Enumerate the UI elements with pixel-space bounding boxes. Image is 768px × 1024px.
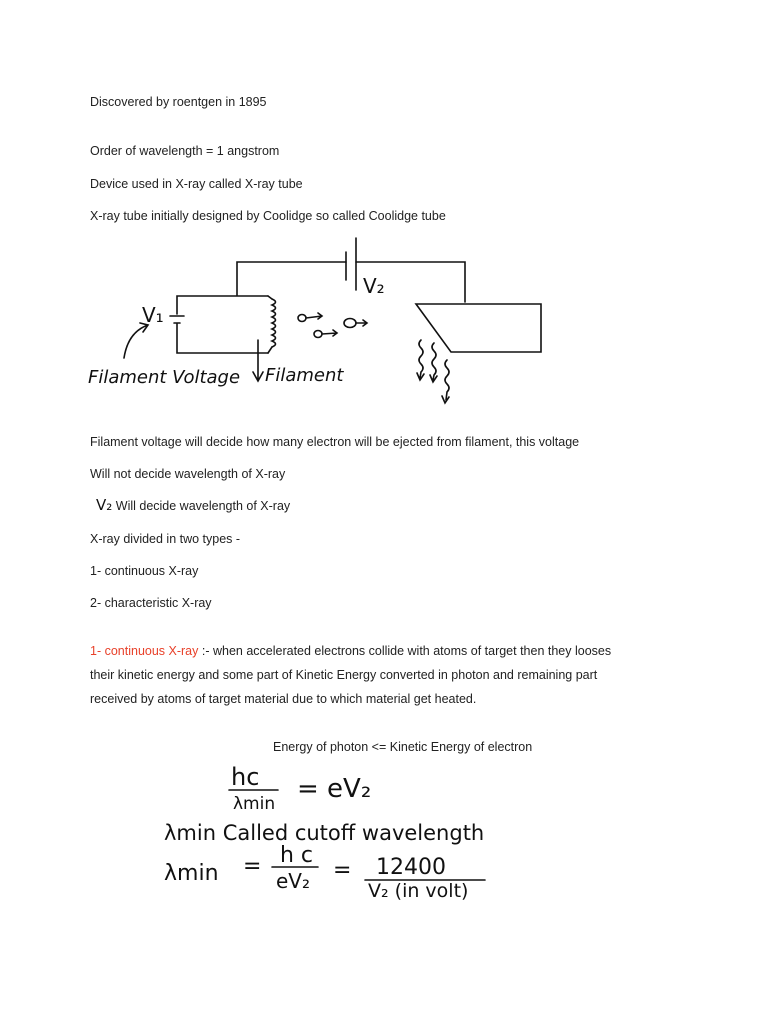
continuous-line-2: their kinetic energy and some part of Kinetic Energy converted in photon and remaining part <box>90 668 598 682</box>
equals-ev2: = eV₂ <box>297 774 372 804</box>
type-characteristic: 2- characteristic X-ray <box>90 596 212 610</box>
filament-note-1: Filament voltage will decide how many electron will be ejected from filament, this voltage <box>90 435 580 449</box>
filament-label: Filament <box>265 365 344 386</box>
hc-numerator: hc <box>231 763 260 791</box>
v2-in-volt: V₂ (in volt) <box>368 880 469 902</box>
energy-relation: Energy of photon <= Kinetic Energy of electron <box>273 740 533 754</box>
cutoff-wavelength-line: λmin Called cutoff wavelength <box>164 821 485 845</box>
filament-voltage-label: Filament Voltage <box>88 367 241 388</box>
types-heading: X-ray divided in two types - <box>90 532 241 546</box>
v2-note-text: Will decide wavelength of X-ray <box>115 499 291 513</box>
lambda-min-symbol: λmin <box>164 861 219 886</box>
v1-label: V₁ <box>142 303 164 327</box>
continuous-line-3: received by atoms of target material due to which material get heated. <box>90 692 477 706</box>
filament-note-2: Will not decide wavelength of X-ray <box>90 467 286 481</box>
equals-sign-2: = <box>333 858 352 883</box>
device-line: Device used in X-ray called X-ray tube <box>90 177 303 191</box>
type-continuous: 1- continuous X-ray <box>90 564 199 578</box>
v2-label: V₂ <box>363 274 385 298</box>
e-v2-denominator: eV₂ <box>276 869 311 893</box>
h-c-numerator: h c <box>280 843 314 868</box>
v2-symbol: V₂ <box>96 496 113 514</box>
continuous-heading: 1- continuous X-ray <box>90 644 199 658</box>
wavelength-line: Order of wavelength = 1 angstrom <box>90 144 280 158</box>
discovery-line: Discovered by roentgen in 1895 <box>90 95 267 109</box>
coolidge-line: X-ray tube initially designed by Coolidge so called Coolidge tube <box>90 209 446 223</box>
value-12400: 12400 <box>376 855 446 880</box>
continuous-line-1-text: :- when accelerated electrons collide with atoms of target then they looses <box>198 644 612 658</box>
equals-sign-1: = <box>243 854 262 879</box>
lambda-min-denominator: λmin <box>233 794 276 814</box>
